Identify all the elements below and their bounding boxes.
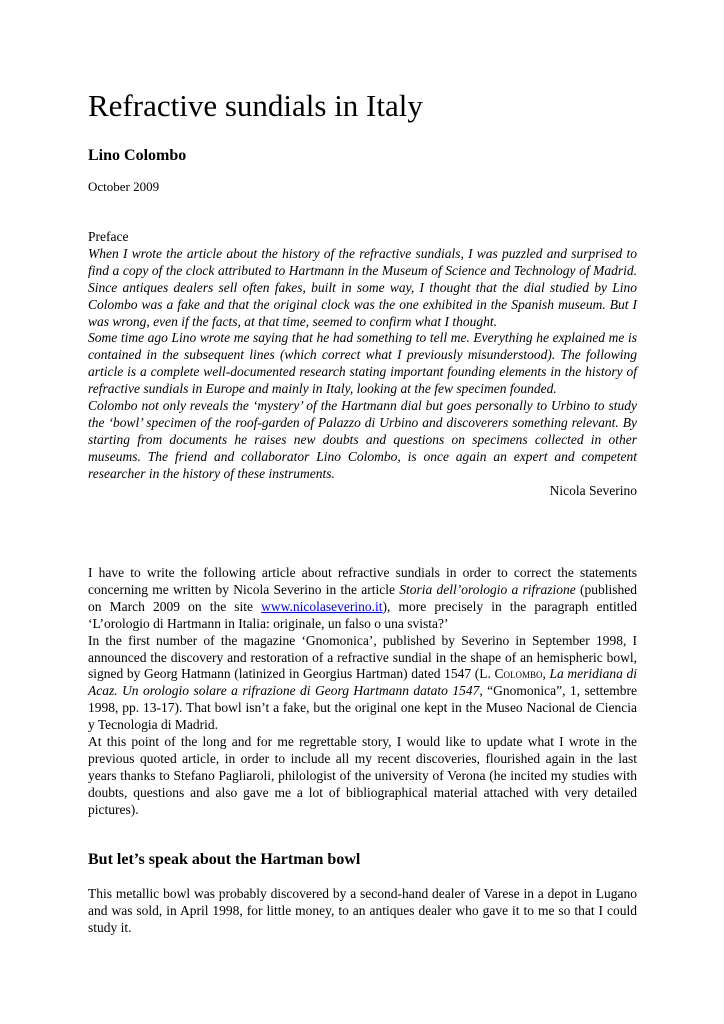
preface-section	[88, 229, 637, 500]
intro-p2-text-a: In the first number of the magazine ‘Gnomonica’, published by Severino in September 1998, I announced the discovery and restoration of a refractive sundial in the shape of an hemispheric bowl, signed by Georg Hatmann (latinized in Georgius Hartman) dated 1547 (L.	[88, 632, 637, 682]
website-link[interactable]: www.nicolaseverino.it	[261, 598, 383, 614]
preface-heading: Preface	[88, 229, 129, 244]
intro-p1-text-c: ), more precisely in the paragraph entitled ‘L’orologio di Hartmann in Italia: originale, un falso o una svista?’	[88, 598, 637, 631]
document-title: Refractive sundials in Italy	[88, 88, 423, 123]
reference-title-italic: La meridiana di Acaz. Un orologio solare a rifrazione di Georg Hartmann datato 1547	[88, 666, 637, 699]
section-heading: But let’s speak about the Hartman bowl	[88, 851, 361, 868]
intro-p2-text-b: ,	[542, 666, 550, 682]
preface-paragraph-1: When I wrote the article about the history of the refractive sundials, I was puzzled and surprised to find a copy of the clock attributed to Hartmann in the Museum of Science and Technology of Madrid. Since antiques dealers sell often fakes, built in some way, I thought that the dial studied by Lino Colombo was a fake and that the original clock was the one exhibited in the Spanish museum. But I was wrong, even if the facts, at that time, seemed to confirm what I thought.	[88, 245, 637, 329]
article-title-italic: Storia dell’orologio a rifrazione	[399, 581, 576, 597]
intro-section	[88, 565, 637, 819]
bowl-paragraph-1: This metallic bowl was probably discovered by a second-hand dealer of Varese in a depot in Lugano and was sold, in April 1998, for little money, to an antiques dealer who gave it to me so that I could study it.	[88, 886, 637, 935]
intro-paragraph-3: At this point of the long and for me regrettable story, I would like to update what I wrote in the previous quoted article, in order to include all my recent discoveries, flourished again in the last years thanks to Stefano Pagliaroli, philologist of the university of Verona (he incited my studies with doubts, questions and also gave me a lot of bibliographical material attached with very detailed pictures).	[88, 734, 637, 817]
preface-signature: Nicola Severino	[549, 482, 637, 498]
bowl-section	[88, 886, 637, 937]
preface-paragraph-3: Colombo not only reveals the ‘mystery’ of the Hartmann dial but goes personally to Urbino to study the ‘bowl’ specimen of the roof-garden of Palazzo di Urbino and discoverers something relevant. By starting from documents he raises new doubts and questions on specimens collected in other museums. The friend and collaborator Lino Colombo, is once again an expert and competent researcher in the history of these instruments.	[88, 398, 637, 481]
author-small-caps: Colombo	[494, 666, 543, 682]
preface-paragraph-2: Some time ago Lino wrote me saying that he had something to tell me. Everything he explained me is contained in the subsequent lines (which correct what I previously misunderstood). The following article is a complete well-documented research stating important founding elements in the history of refractive sundials in Europe and mainly in Italy, looking at the few specimen founded.	[88, 330, 637, 397]
intro-paragraph-1	[88, 565, 637, 633]
intro-p2-text-c: , “Gnomonica”, 1, settembre 1998, pp. 13-17). That bowl isn’t a fake, but the original one kept in the Museo Nacional de Ciencia y Tecnologia di Madrid.	[88, 683, 638, 733]
intro-p1-text-b: (published on March 2009 on the site	[88, 581, 637, 614]
intro-paragraph-2	[88, 633, 637, 734]
publication-date: October 2009	[88, 179, 160, 194]
author-name: Lino Colombo	[88, 147, 187, 164]
intro-p1-text-a: I have to write the following article about refractive sundials in order to correct the statements concerning me written by Nicola Severino in the article	[88, 565, 637, 597]
